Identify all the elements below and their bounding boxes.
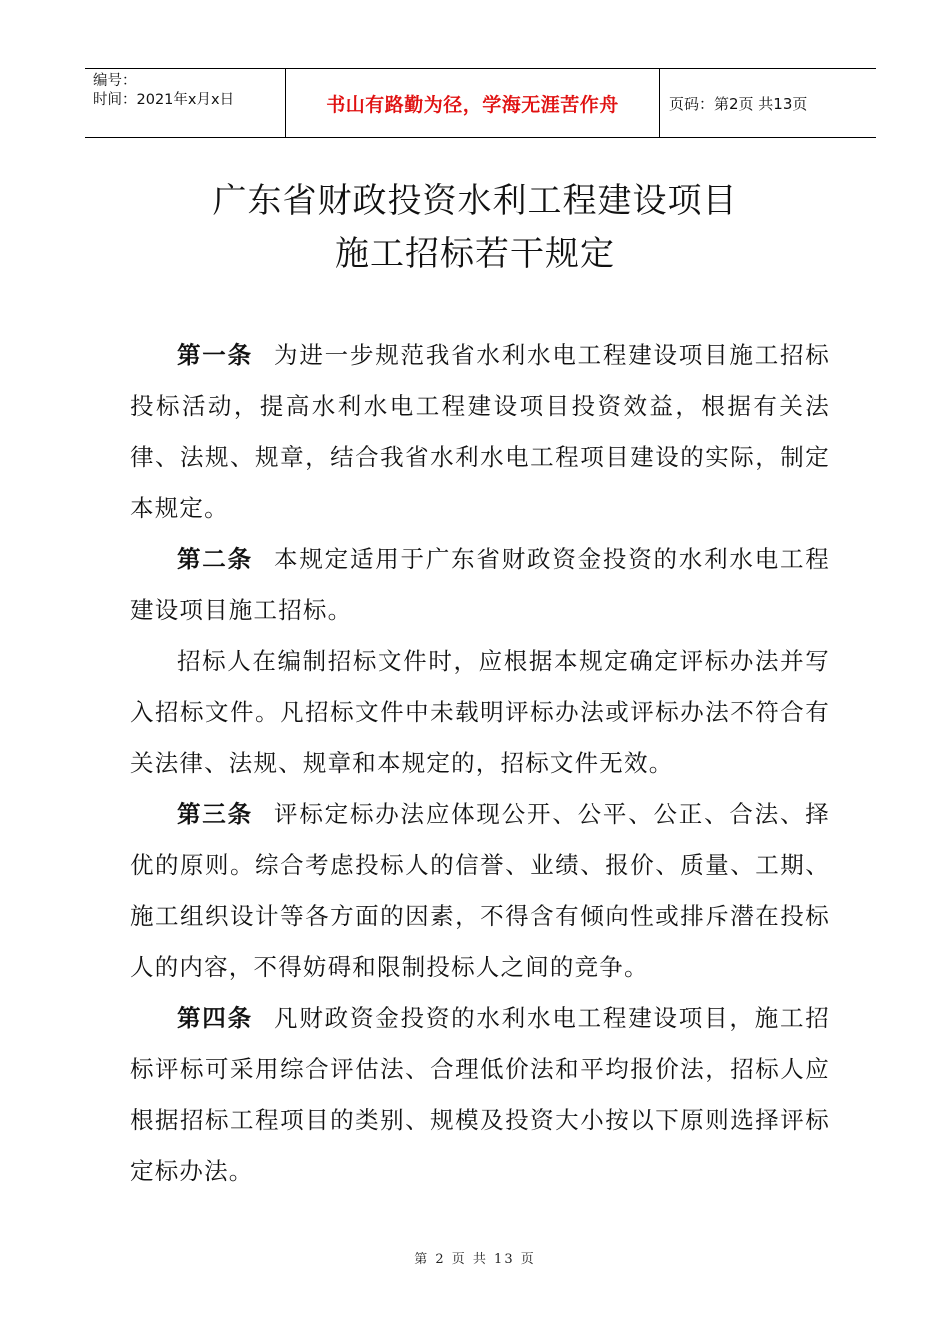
article-heading: 第四条 [177,1004,253,1032]
header-page-number: 页码：第2页 共13页 [669,94,808,113]
article-heading: 第一条 [177,341,253,369]
paragraph-text: 招标人在编制招标文件时，应根据本规定确定评标办法并写入招标文件。凡招标文件中未载明评标办法或评标办法不符合有关法律、法规、规章和本规定的，招标文件无效。 [130,647,830,777]
page-header [85,68,876,138]
paragraph-article-2-continued [130,636,830,789]
document-title-line2: 施工招标若干规定 [335,234,615,274]
document-time-label: 时间：2021年x月x日 [93,92,235,108]
paragraph-text: 评标定标办法应体现公开、公平、公正、合法、择优的原则。综合考虑投标人的信誉、业绩、报价、质量、工期、施工组织设计等各方面的因素，不得含有倾向性或排斥潜在投标人的内容，不得妨碍和限制投标人之间的竞争。 [130,800,830,981]
article-heading: 第二条 [177,545,253,573]
document-body [130,330,830,1197]
document-number-label: 编号： [93,73,137,89]
page-footer: 第 2 页 共 13 页 [414,1252,536,1267]
paragraph-text: 本规定适用于广东省财政资金投资的水利水电工程建设项目施工招标。 [130,545,830,624]
paragraph-article-3 [130,789,830,993]
paragraph-article-1 [130,330,830,534]
header-meta [85,69,285,137]
paragraph-text: 凡财政资金投资的水利水电工程建设项目，施工招标评标可采用综合评估法、合理低价法和平均报价法，招标人应根据招标工程项目的类别、规模及投资大小按以下原则选择评标定标办法。 [130,1004,830,1185]
header-motto: 书山有路勤为径，学海无涯苦作舟 [326,93,619,116]
paragraph-article-2 [130,534,830,636]
paragraph-article-4 [130,993,830,1197]
header-divider-right [659,69,660,137]
article-heading: 第三条 [177,800,253,828]
document-title-line1: 广东省财政投资水利工程建设项目 [212,181,738,221]
paragraph-text: 为进一步规范我省水利水电工程建设项目施工招标投标活动，提高水利水电工程建设项目投资效益，根据有关法律、法规、规章，结合我省水利水电工程项目建设的实际，制定本规定。 [130,341,830,522]
